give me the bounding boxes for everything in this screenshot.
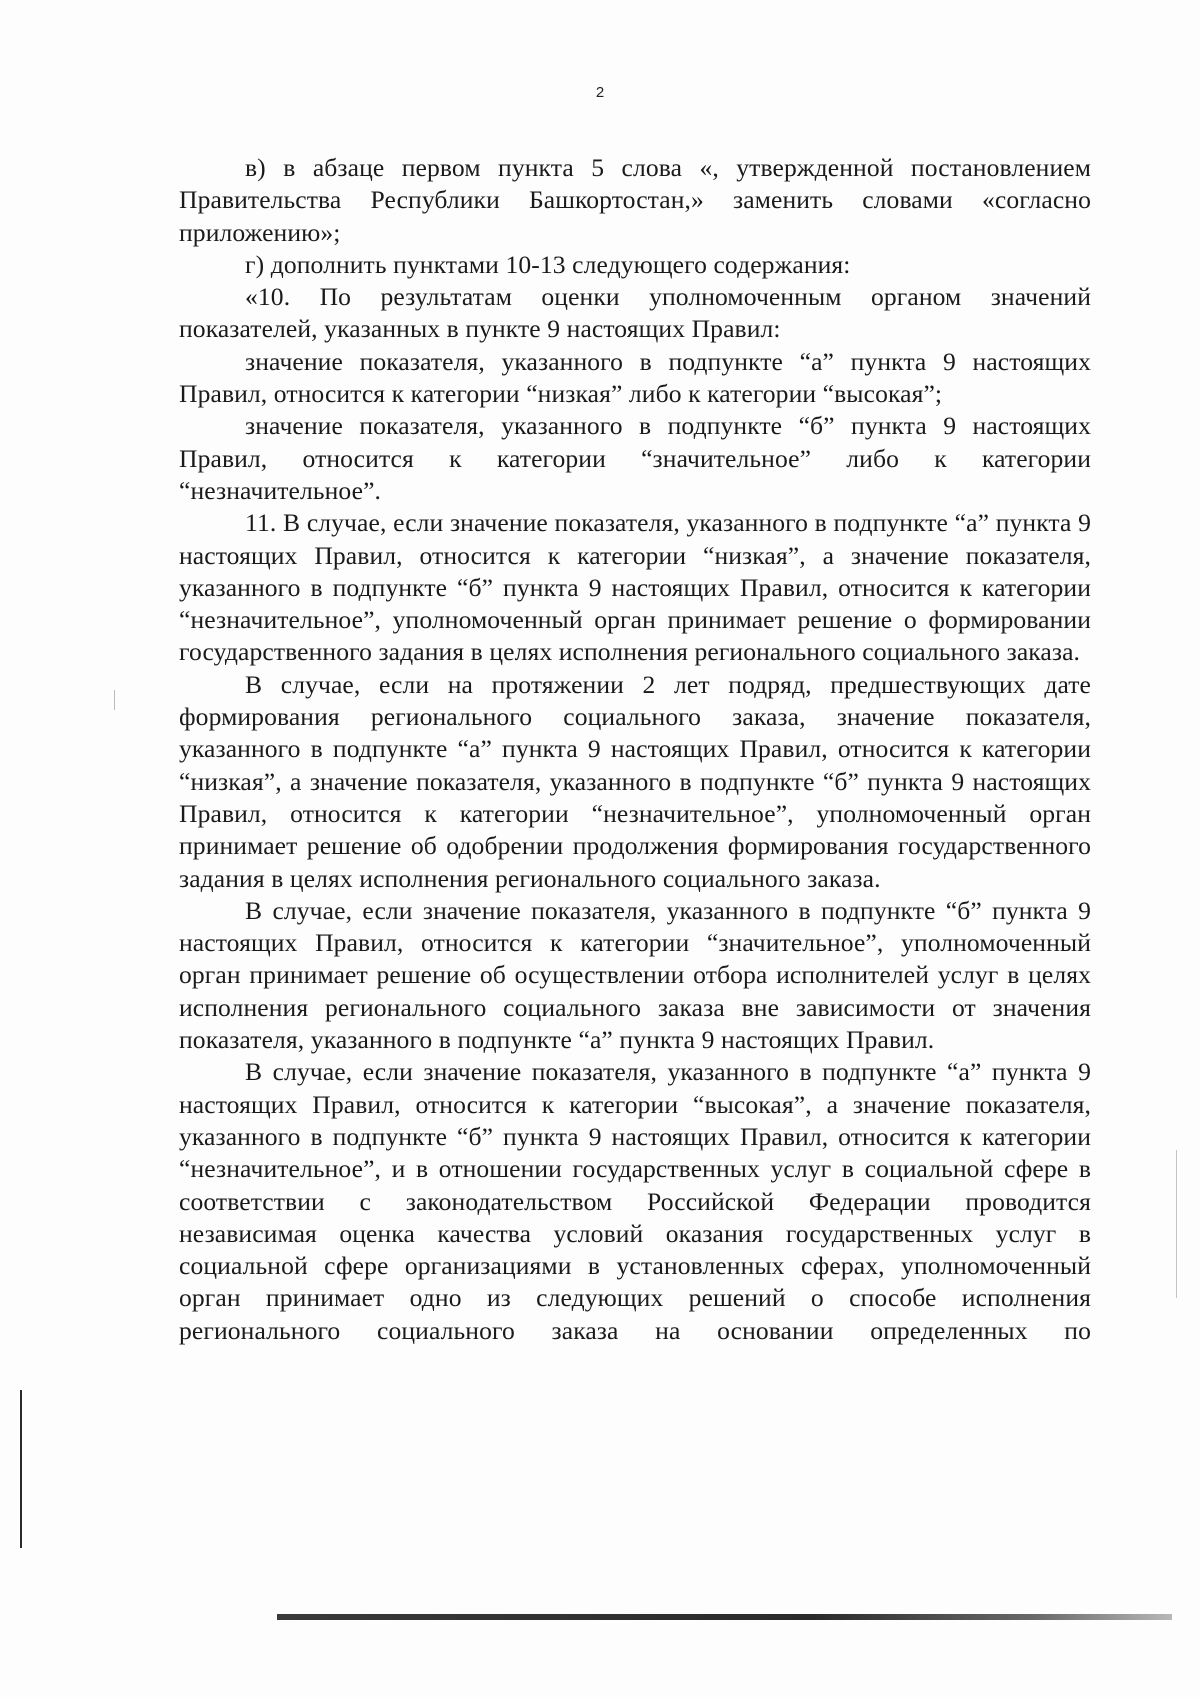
paragraph-significant: В случае, если значение показателя, указанного в подпункте “б” пункта 9 настоящих Правил, относится к категории “значительное”, уполномоченный орган принимает решение об осуществлении отбора исполнителей услуг в целях исполнения регионального социального заказа вне зависимости от значения показателя, указанного в подпункте “а” пункта 9 настоящих Правил. (179, 895, 1091, 1055)
document-body (179, 152, 1091, 1347)
paragraph-indicator-b: значение показателя, указанного в подпункте “б” пункта 9 настоящих Правил, относится к категории “значительное” либо к категории “незначительное”. (179, 411, 1091, 505)
scan-artifact-right (1176, 1150, 1177, 1298)
paragraph-point-10: «10. По результатам оценки уполномоченным органом значений показателей, указанных в пункте 9 настоящих Правил: (179, 282, 1091, 344)
paragraph-g-amendment: г) дополнить пунктами 10-13 следующего содержания: (245, 249, 851, 279)
scan-artifact-left (114, 690, 115, 710)
paragraph-v-amendment: в) в абзаце первом пункта 5 слова «, утвержденной постановлением Правительства Республики Башкортостан,» заменить словами «согласно приложению»; (179, 153, 1091, 247)
paragraph-indicator-a: значение показателя, указанного в подпункте “а” пункта 9 настоящих Правил, относится к категории “низкая” либо к категории “высокая”; (179, 346, 1091, 409)
scan-bottom-bar (277, 1614, 1172, 1620)
page-number: 2 (595, 84, 605, 101)
scan-edge-line (20, 1390, 22, 1548)
paragraph-two-years: В случае, если на протяжении 2 лет подряд, предшествующих дате формирования регионального социального заказа, значение показателя, указанного в подпункте “а” пункта 9 настоящих Правил, относится к категории “низкая”, а значение показателя, указанного в подпункте “б” пункта 9 настоящих Правил, относится к категории “незначительное”, уполномоченный орган принимает решение об одобрении продолжения формирования государственного задания в целях исполнения регионального социального заказа. (179, 669, 1091, 893)
paragraph-point-11: 11. В случае, если значение показателя, указанного в подпункте “а” пункта 9 настоящих Правил, относится к категории “низкая”, а значение показателя, указанного в подпункте “б” пункта 9 настоящих Правил, относится к категории “незначительное”, уполномоченный орган принимает решение о формировании государственного задания в целях исполнения регионального социального заказа. (179, 508, 1091, 667)
paragraph-high: В случае, если значение показателя, указанного в подпункте “а” пункта 9 настоящих Правил, относится к категории “высокая”, а значение показателя, указанного в подпункте “б” пункта 9 настоящих Правил, относится к категории “незначительное”, и в отношении государственных услуг в социальной сфере в соответствии с законодательством Российской Федерации проводится независимая оценка качества условий оказания государственных услуг в социальной сфере организациями в установленных сферах, уполномоченный орган принимает одно из следующих решений о способе исполнения регионального социального заказа на основании определенных по (179, 1057, 1091, 1345)
